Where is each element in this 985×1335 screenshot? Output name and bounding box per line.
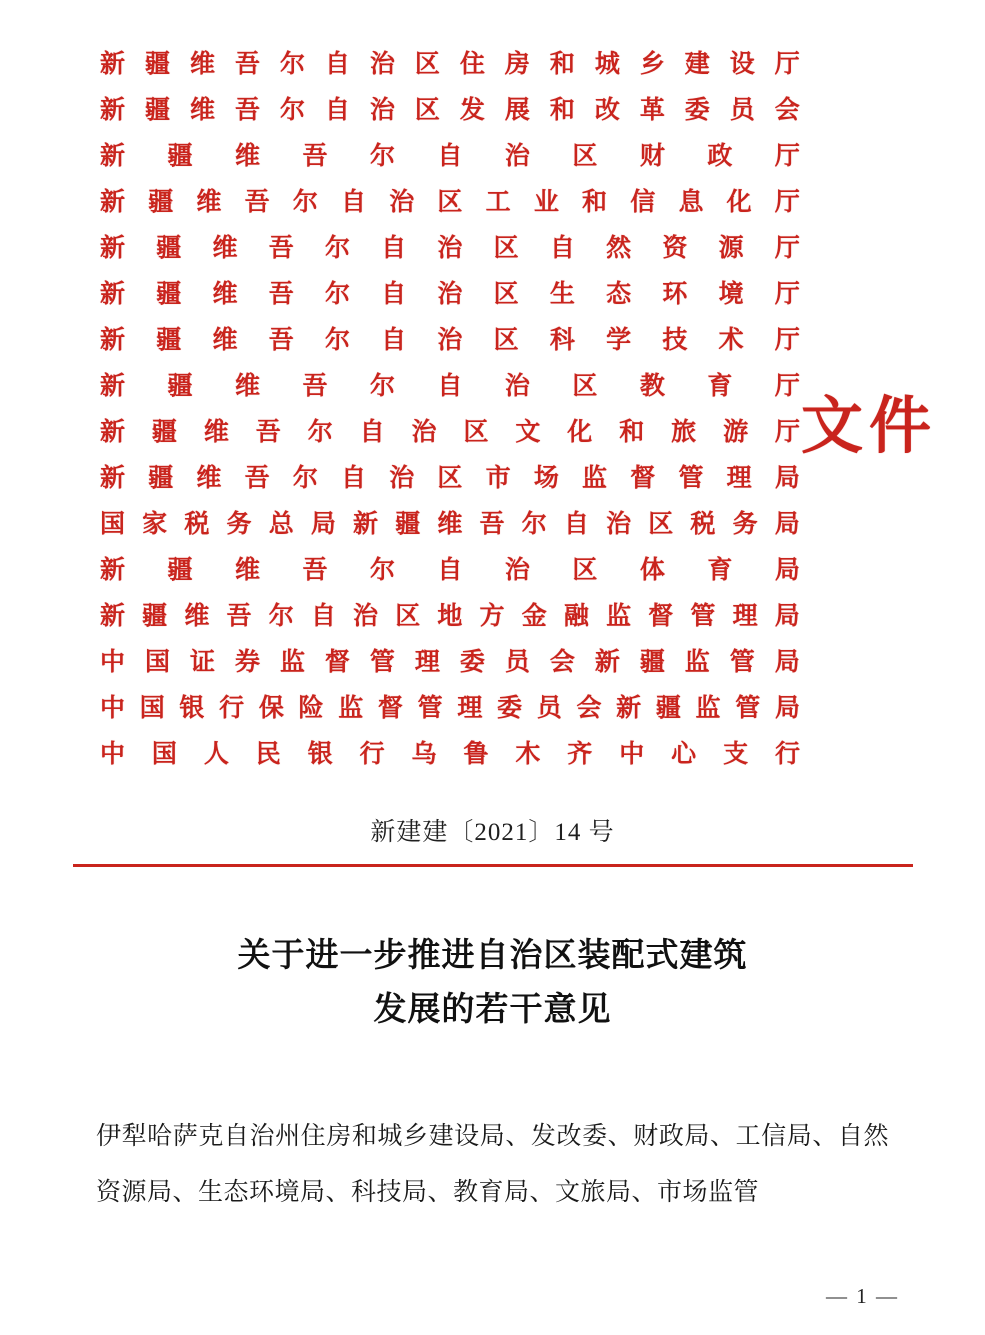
agency-glyph: 展 <box>504 97 530 124</box>
agency-glyph: 吾 <box>302 557 328 584</box>
agency-glyph: 中 <box>619 741 645 768</box>
agency-glyph: 维 <box>212 235 238 262</box>
agency-glyph: 厅 <box>774 327 800 354</box>
agency-glyph: 资 <box>662 235 688 262</box>
agency-glyph: 证 <box>189 649 215 676</box>
agency-glyph: 治 <box>389 465 415 492</box>
agency-line <box>100 410 800 456</box>
agency-glyph: 鲁 <box>463 741 489 768</box>
agency-glyph: 国 <box>139 695 165 722</box>
document-mark-label: 文件 <box>800 393 937 461</box>
agency-glyph: 吾 <box>302 143 328 170</box>
agency-glyph: 维 <box>212 281 238 308</box>
agency-glyph: 术 <box>718 327 744 354</box>
agency-glyph: 券 <box>234 649 260 676</box>
agency-glyph: 市 <box>485 465 511 492</box>
agency-glyph: 险 <box>298 695 324 722</box>
agency-glyph: 厅 <box>774 51 800 78</box>
agency-glyph: 厅 <box>774 143 800 170</box>
agency-glyph: 会 <box>774 97 800 124</box>
agency-glyph: 银 <box>179 695 205 722</box>
agency-glyph: 化 <box>726 189 752 216</box>
agency-glyph: 政 <box>707 143 733 170</box>
agency-line <box>100 272 800 318</box>
agency-glyph: 新 <box>100 235 126 262</box>
agency-glyph: 自 <box>324 51 350 78</box>
agency-glyph: 新 <box>100 97 126 124</box>
agency-glyph: 自 <box>310 603 336 630</box>
agency-glyph: 新 <box>100 327 126 354</box>
agency-glyph: 治 <box>437 327 463 354</box>
agency-glyph: 治 <box>369 51 395 78</box>
agency-glyph: 新 <box>594 649 620 676</box>
agency-glyph: 吾 <box>234 97 260 124</box>
agency-glyph: 区 <box>493 281 519 308</box>
agency-glyph: 新 <box>100 373 126 400</box>
agency-glyph: 吾 <box>479 511 505 538</box>
agency-glyph: 局 <box>774 557 800 584</box>
agency-glyph: 自 <box>381 235 407 262</box>
agency-glyph: 疆 <box>156 281 182 308</box>
agency-glyph: 疆 <box>156 327 182 354</box>
agency-glyph: 行 <box>359 741 385 768</box>
agency-glyph: 监 <box>582 465 608 492</box>
agency-glyph: 自 <box>563 511 589 538</box>
agency-glyph: 城 <box>594 51 620 78</box>
document-number: 新建建〔2021〕14 号 <box>370 819 615 846</box>
agency-glyph: 和 <box>549 97 575 124</box>
agency-glyph: 地 <box>437 603 463 630</box>
agency-glyph: 齐 <box>567 741 593 768</box>
agency-glyph: 新 <box>616 695 642 722</box>
agency-glyph: 尔 <box>521 511 547 538</box>
agency-glyph: 国 <box>151 741 177 768</box>
agency-glyph: 支 <box>723 741 749 768</box>
agency-glyph: 维 <box>212 327 238 354</box>
agency-glyph: 自 <box>324 97 350 124</box>
agency-glyph: 会 <box>576 695 602 722</box>
agency-glyph: 维 <box>234 557 260 584</box>
agency-glyph: 行 <box>219 695 245 722</box>
agency-glyph: 心 <box>671 741 697 768</box>
agency-glyph: 源 <box>718 235 744 262</box>
agency-glyph: 尔 <box>307 419 333 446</box>
agency-glyph: 区 <box>414 51 440 78</box>
agency-line <box>100 364 800 410</box>
agency-glyph: 乌 <box>411 741 437 768</box>
agency-line <box>100 456 800 502</box>
agency-glyph: 中 <box>100 649 126 676</box>
agency-glyph: 尔 <box>324 235 350 262</box>
agency-glyph: 疆 <box>151 419 177 446</box>
agency-glyph: 新 <box>353 511 379 538</box>
agency-line <box>100 502 800 548</box>
agency-glyph: 区 <box>572 373 598 400</box>
agency-glyph: 局 <box>774 649 800 676</box>
agency-glyph: 监 <box>684 649 710 676</box>
agency-glyph: 乡 <box>639 51 665 78</box>
agency-glyph: 治 <box>353 603 379 630</box>
agency-glyph: 吾 <box>244 189 270 216</box>
agency-line <box>100 180 800 226</box>
agency-line <box>100 594 800 640</box>
agency-glyph: 新 <box>100 189 126 216</box>
agency-glyph: 税 <box>690 511 716 538</box>
agency-glyph: 育 <box>707 373 733 400</box>
agency-glyph: 管 <box>417 695 443 722</box>
agency-glyph: 游 <box>723 419 749 446</box>
agency-glyph: 管 <box>729 649 755 676</box>
agency-glyph: 督 <box>324 649 350 676</box>
agency-glyph: 管 <box>735 695 761 722</box>
agency-glyph: 区 <box>493 327 519 354</box>
agency-glyph: 化 <box>567 419 593 446</box>
agency-glyph: 区 <box>493 235 519 262</box>
agency-glyph: 科 <box>549 327 575 354</box>
agency-glyph: 管 <box>678 465 704 492</box>
agency-glyph: 维 <box>184 603 210 630</box>
recipients-text: 伊犁哈萨克自治州住房和城乡建设局、发改委、财政局、工信局、自然资源局、生态环境局、科技局、教育局、文旅局、市场监管 <box>96 1123 889 1206</box>
agency-glyph: 新 <box>100 557 126 584</box>
agency-glyph: 委 <box>459 649 485 676</box>
agency-glyph: 厅 <box>774 373 800 400</box>
agency-line <box>100 226 800 272</box>
agency-glyph: 区 <box>437 465 463 492</box>
agency-glyph: 新 <box>100 419 126 446</box>
agency-glyph: 文 <box>515 419 541 446</box>
agency-glyph: 监 <box>695 695 721 722</box>
agency-glyph: 管 <box>690 603 716 630</box>
agency-glyph: 和 <box>619 419 645 446</box>
agency-glyph: 自 <box>381 281 407 308</box>
agency-glyph: 工 <box>485 189 511 216</box>
agency-glyph: 设 <box>729 51 755 78</box>
agency-glyph: 建 <box>684 51 710 78</box>
agency-glyph: 新 <box>100 603 126 630</box>
agency-glyph: 区 <box>572 557 598 584</box>
agency-glyph: 新 <box>100 465 126 492</box>
agency-glyph: 尔 <box>268 603 294 630</box>
agency-glyph: 财 <box>639 143 665 170</box>
agency-glyph: 治 <box>389 189 415 216</box>
agency-glyph: 区 <box>463 419 489 446</box>
agency-glyph: 业 <box>533 189 559 216</box>
agency-glyph: 维 <box>189 97 215 124</box>
agency-name-list <box>100 42 800 778</box>
agency-glyph: 改 <box>594 97 620 124</box>
agency-glyph: 务 <box>732 511 758 538</box>
agency-glyph: 疆 <box>148 189 174 216</box>
agency-glyph: 厅 <box>774 419 800 446</box>
agency-glyph: 务 <box>226 511 252 538</box>
agency-line <box>100 42 800 88</box>
agency-glyph: 维 <box>437 511 463 538</box>
agency-glyph: 保 <box>258 695 284 722</box>
agency-glyph: 监 <box>338 695 364 722</box>
agency-glyph: 局 <box>774 603 800 630</box>
agency-glyph: 吾 <box>226 603 252 630</box>
agency-glyph: 疆 <box>156 235 182 262</box>
agency-glyph: 自 <box>341 189 367 216</box>
agency-line <box>100 88 800 134</box>
agency-glyph: 技 <box>662 327 688 354</box>
agency-glyph: 理 <box>457 695 483 722</box>
agency-glyph: 和 <box>549 51 575 78</box>
agency-glyph: 总 <box>268 511 294 538</box>
agency-glyph: 吾 <box>268 235 294 262</box>
agency-glyph: 尔 <box>324 327 350 354</box>
agency-glyph: 木 <box>515 741 541 768</box>
agency-glyph: 局 <box>774 511 800 538</box>
agency-line <box>100 134 800 180</box>
agency-glyph: 育 <box>707 557 733 584</box>
agency-glyph: 维 <box>234 373 260 400</box>
agency-glyph: 教 <box>639 373 665 400</box>
agency-glyph: 疆 <box>148 465 174 492</box>
agency-glyph: 自 <box>359 419 385 446</box>
agency-glyph: 环 <box>662 281 688 308</box>
agency-glyph: 疆 <box>639 649 665 676</box>
agency-glyph: 厅 <box>774 189 800 216</box>
agency-glyph: 家 <box>142 511 168 538</box>
agency-glyph: 理 <box>726 465 752 492</box>
agency-glyph: 发 <box>459 97 485 124</box>
agency-line <box>100 686 800 732</box>
agency-glyph: 吾 <box>234 51 260 78</box>
agency-glyph: 会 <box>549 649 575 676</box>
agency-glyph: 疆 <box>395 511 421 538</box>
agency-glyph: 尔 <box>279 97 305 124</box>
document-title-line-1: 关于进一步推进自治区装配式建筑 <box>237 938 748 974</box>
agency-glyph: 疆 <box>144 97 170 124</box>
agency-glyph: 员 <box>504 649 530 676</box>
agency-glyph: 维 <box>189 51 215 78</box>
agency-glyph: 尔 <box>292 189 318 216</box>
agency-glyph: 自 <box>381 327 407 354</box>
agency-glyph: 治 <box>504 143 530 170</box>
agency-glyph: 税 <box>184 511 210 538</box>
agency-glyph: 中 <box>100 741 126 768</box>
agency-glyph: 维 <box>203 419 229 446</box>
agency-glyph: 新 <box>100 281 126 308</box>
agency-glyph: 治 <box>369 97 395 124</box>
agency-glyph: 吾 <box>268 281 294 308</box>
agency-glyph: 房 <box>504 51 530 78</box>
agency-glyph: 新 <box>100 51 126 78</box>
agency-glyph: 理 <box>732 603 758 630</box>
agency-glyph: 尔 <box>279 51 305 78</box>
agency-glyph: 自 <box>341 465 367 492</box>
agency-glyph: 吾 <box>244 465 270 492</box>
agency-glyph: 自 <box>549 235 575 262</box>
agency-glyph: 区 <box>395 603 421 630</box>
agency-glyph: 吾 <box>302 373 328 400</box>
agency-glyph: 治 <box>504 373 530 400</box>
agency-glyph: 管 <box>369 649 395 676</box>
agency-glyph: 治 <box>437 235 463 262</box>
agency-glyph: 自 <box>437 143 463 170</box>
agency-glyph: 委 <box>497 695 523 722</box>
agency-glyph: 维 <box>234 143 260 170</box>
agency-glyph: 局 <box>310 511 336 538</box>
agency-glyph: 监 <box>279 649 305 676</box>
agency-line <box>100 548 800 594</box>
agency-line <box>100 318 800 364</box>
agency-glyph: 态 <box>606 281 632 308</box>
agency-glyph: 疆 <box>167 373 193 400</box>
agency-glyph: 治 <box>606 511 632 538</box>
agency-glyph: 然 <box>606 235 632 262</box>
agency-glyph: 疆 <box>167 143 193 170</box>
agency-glyph: 区 <box>437 189 463 216</box>
agency-glyph: 银 <box>307 741 333 768</box>
agency-glyph: 督 <box>648 603 674 630</box>
agency-glyph: 疆 <box>655 695 681 722</box>
page-number: — 1 — <box>826 1284 899 1308</box>
agency-glyph: 局 <box>774 465 800 492</box>
agency-glyph: 督 <box>377 695 403 722</box>
agency-glyph: 尔 <box>292 465 318 492</box>
agency-glyph: 场 <box>533 465 559 492</box>
agency-glyph: 自 <box>437 557 463 584</box>
agency-glyph: 员 <box>729 97 755 124</box>
agency-glyph: 疆 <box>144 51 170 78</box>
red-divider-rule <box>73 864 913 867</box>
agency-glyph: 自 <box>437 373 463 400</box>
agency-glyph: 国 <box>100 511 126 538</box>
document-title <box>153 929 833 1037</box>
agency-glyph: 疆 <box>167 557 193 584</box>
agency-glyph: 境 <box>718 281 744 308</box>
agency-glyph: 民 <box>255 741 281 768</box>
agency-glyph: 革 <box>639 97 665 124</box>
agency-glyph: 尔 <box>324 281 350 308</box>
agency-glyph: 行 <box>774 741 800 768</box>
agency-line <box>100 732 800 778</box>
agency-glyph: 维 <box>196 465 222 492</box>
agency-glyph: 学 <box>606 327 632 354</box>
agency-glyph: 治 <box>437 281 463 308</box>
agency-glyph: 员 <box>536 695 562 722</box>
agency-glyph: 局 <box>774 695 800 722</box>
agency-glyph: 监 <box>606 603 632 630</box>
recipients-block <box>96 1109 889 1221</box>
agency-glyph: 尔 <box>369 373 395 400</box>
agency-glyph: 人 <box>203 741 229 768</box>
agency-glyph: 新 <box>100 143 126 170</box>
agency-glyph: 区 <box>414 97 440 124</box>
agency-glyph: 理 <box>414 649 440 676</box>
agency-glyph: 维 <box>196 189 222 216</box>
agency-glyph: 尔 <box>369 143 395 170</box>
agency-glyph: 信 <box>630 189 656 216</box>
agency-glyph: 体 <box>639 557 665 584</box>
agency-glyph: 国 <box>144 649 170 676</box>
agency-glyph: 吾 <box>255 419 281 446</box>
agency-glyph: 治 <box>504 557 530 584</box>
agency-glyph: 中 <box>100 695 126 722</box>
agency-glyph: 厅 <box>774 281 800 308</box>
agency-glyph: 息 <box>678 189 704 216</box>
agency-glyph: 方 <box>479 603 505 630</box>
agency-glyph: 生 <box>549 281 575 308</box>
agency-glyph: 委 <box>684 97 710 124</box>
agency-glyph: 厅 <box>774 235 800 262</box>
agency-glyph: 督 <box>630 465 656 492</box>
agency-line <box>100 640 800 686</box>
agency-glyph: 吾 <box>268 327 294 354</box>
agency-glyph: 金 <box>521 603 547 630</box>
document-title-line-2: 发展的若干意见 <box>373 992 612 1028</box>
agency-glyph: 尔 <box>369 557 395 584</box>
agency-glyph: 和 <box>582 189 608 216</box>
agency-glyph: 疆 <box>142 603 168 630</box>
agency-glyph: 治 <box>411 419 437 446</box>
agency-glyph: 区 <box>572 143 598 170</box>
agency-glyph: 区 <box>648 511 674 538</box>
agency-glyph: 旅 <box>671 419 697 446</box>
agency-glyph: 住 <box>459 51 485 78</box>
agency-glyph: 融 <box>563 603 589 630</box>
